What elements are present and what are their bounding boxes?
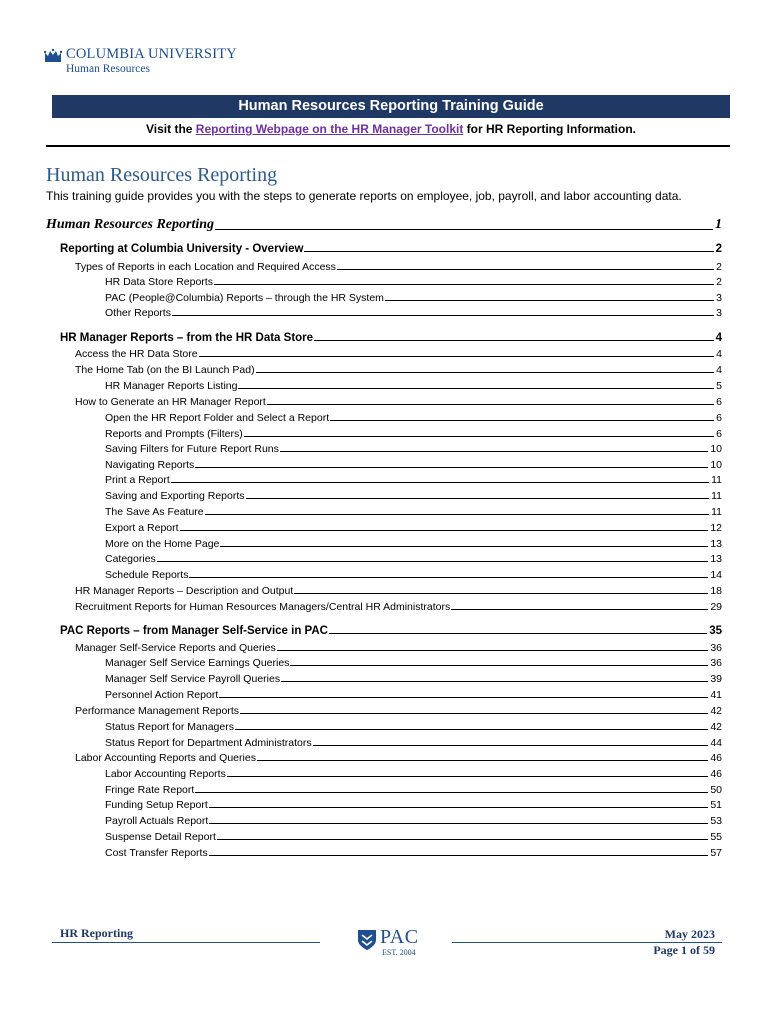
toc-entry-page: 46 [710,752,722,764]
toc-entry-page: 35 [709,625,722,637]
toc-leader-line [267,404,714,405]
toc-leader-line [257,760,708,761]
toc-leader-line [195,792,708,793]
toc-entry-title: The Save As Feature [105,506,204,518]
footer-right [600,926,715,958]
shield-icon [356,928,378,952]
toc-entry-page: 3 [716,307,722,319]
toc-entry[interactable] [105,506,722,518]
guide-title-banner: Human Resources Reporting Training Guide [52,95,730,118]
toc-entry[interactable] [105,522,722,534]
toc-leader-line [195,467,708,468]
toc-entry-page: 50 [710,784,722,796]
toc-entry-title: Reports and Prompts (Filters) [105,428,243,440]
crown-icon [44,48,62,62]
toc-entry-title: Suspense Detail Report [105,831,216,843]
toc-entry[interactable] [105,412,722,424]
toc-entry[interactable] [105,799,722,811]
toc-entry-title: Types of Reports in each Location and Required Access [75,261,336,273]
toc-entry-page: 13 [710,538,722,550]
toc-entry[interactable] [60,243,722,255]
toc-entry-title: Export a Report [105,522,179,534]
toc-leader-line [215,229,713,230]
toc-entry[interactable] [75,642,722,654]
toc-entry[interactable] [105,768,722,780]
toc-leader-line [281,681,708,682]
toc-entry-page: 13 [710,553,722,565]
toc-entry-title: Funding Setup Report [105,799,208,811]
toc-entry-page: 39 [710,673,722,685]
toc-leader-line [294,593,708,594]
toc-leader-line [227,776,708,777]
toc-entry-title: PAC Reports – from Manager Self-Service in PAC [60,625,328,637]
toc-entry[interactable] [105,428,722,440]
toc-leader-line [209,807,709,808]
toc-leader-line [385,300,714,301]
toc-entry[interactable] [105,474,722,486]
toc-entry-page: 6 [716,412,722,424]
toc-entry-page: 53 [710,815,722,827]
toc-entry-page: 4 [716,348,722,360]
toc-entry-page: 3 [716,292,722,304]
toc-leader-line [219,697,708,698]
toc-leader-line [313,745,709,746]
toc-leader-line [329,633,707,634]
toc-entry-page: 2 [716,276,722,288]
toc-leader-line [314,340,714,341]
toc-leader-line [240,713,708,714]
toc-entry-title: Navigating Reports [105,459,195,471]
toc-entry-page: 36 [710,657,722,669]
toc-entry-title: Fringe Rate Report [105,784,195,796]
toc-entry-title: Reporting at Columbia University - Overview [60,243,304,255]
toc-entry-title: Open the HR Report Folder and Select a Report [105,412,330,424]
toc-entry-title: Manager Self-Service Reports and Queries [75,642,276,654]
toc-entry-title: Manager Self Service Payroll Queries [105,673,281,685]
intro-paragraph: This training guide provides you with the steps to generate reports on employee, job, payroll, and labor accounting data. [46,189,682,203]
toc-entry[interactable] [105,276,722,288]
toc-entry-page: 44 [710,737,722,749]
toc-entry[interactable] [75,348,722,360]
toc-entry-page: 12 [710,522,722,534]
toc-leader-line [214,284,714,285]
toc-entry-page: 55 [710,831,722,843]
toc-entry-title: Manager Self Service Earnings Queries [105,657,290,669]
toc-entry-page: 14 [710,569,722,581]
pac-logo-word: PAC [380,926,419,948]
toc-entry-page: 2 [716,261,722,273]
toc-entry-page: 29 [710,601,722,613]
toc-entry[interactable] [75,601,722,613]
toc-entry-title: Payroll Actuals Report [105,815,209,827]
toc-entry-title: HR Data Store Reports [105,276,213,288]
toc-entry-title: Performance Management Reports [75,705,239,717]
toc-entry-page: 4 [715,332,722,344]
toc-entry[interactable] [105,459,722,471]
toc-entry-title: Schedule Reports [105,569,189,581]
toc-entry[interactable] [105,490,722,502]
footer-section-name: HR Reporting [60,926,133,940]
toc-entry[interactable] [105,538,722,550]
header-divider [46,145,730,147]
toc-entry-page: 36 [710,642,722,654]
visit-prefix: Visit the [145,122,196,136]
toc-entry[interactable] [105,831,722,843]
toc-entry[interactable] [105,553,722,565]
toc-leader-line [209,855,709,856]
toc-entry[interactable] [60,625,722,637]
toc-entry[interactable] [46,217,722,233]
toc-entry[interactable] [75,752,722,764]
toc-entry[interactable] [105,847,722,859]
toc-leader-line [330,420,714,421]
toc-entry-title: Saving Filters for Future Report Runs [105,443,279,455]
toc-entry-page: 41 [710,689,722,701]
toc-entry-page: 51 [710,799,722,811]
toc-entry[interactable] [105,443,722,455]
toc-leader-line [235,729,708,730]
toc-entry-page: 18 [710,585,722,597]
toc-entry[interactable] [105,721,722,733]
toc-entry-title: Recruitment Reports for Human Resources Managers/Central HR Administrators [75,601,451,613]
toc-entry-title: Status Report for Department Administrators [105,737,312,749]
toc-entry-title: Other Reports [105,307,171,319]
toc-entry-page: 6 [716,396,722,408]
toc-entry-page: 10 [710,443,722,455]
toc-entry-title: Saving and Exporting Reports [105,490,245,502]
visit-suffix: for HR Reporting Information. [463,122,636,136]
toc-entry[interactable] [75,364,722,376]
toc-entry-page: 42 [710,721,722,733]
toc-entry-title: How to Generate an HR Manager Report [75,396,266,408]
toc-entry[interactable] [105,689,722,701]
toolkit-link[interactable]: Reporting Webpage on the HR Manager Toolkit [195,122,464,136]
toc-entry-title: PAC (People@Columbia) Reports – through the HR System [105,292,384,304]
toc-leader-line [171,482,709,483]
toc-entry-title: HR Manager Reports – Description and Output [75,585,294,597]
toc-entry-title: Personnel Action Report [105,689,219,701]
toc-leader-line [209,823,708,824]
toc-entry-title: Labor Accounting Reports and Queries [75,752,256,764]
toc-leader-line [304,251,713,252]
toc-entry[interactable] [75,396,722,408]
toc-entry-title: Status Report for Managers [105,721,234,733]
toc-leader-line [290,665,708,666]
toc-entry[interactable] [60,332,722,344]
toc-leader-line [244,436,714,437]
toc-leader-line [220,546,708,547]
toc-entry-title: Access the HR Data Store [75,348,198,360]
toc-entry-title: The Home Tab (on the BI Launch Pad) [75,364,255,376]
toc-entry-page: 10 [710,459,722,471]
toc-leader-line [157,561,709,562]
page-heading: Human Resources Reporting [46,164,278,186]
toc-entry-title: More on the Home Page [105,538,220,550]
toc-entry[interactable] [105,815,722,827]
toc-leader-line [246,498,710,499]
toc-entry[interactable] [105,784,722,796]
toc-entry-page: 46 [710,768,722,780]
toc-leader-line [205,514,709,515]
toc-leader-line [199,356,715,357]
toc-entry[interactable] [105,569,722,581]
toc-entry-page: 11 [711,506,722,518]
toc-entry-title: HR Manager Reports – from the HR Data Store [60,332,314,344]
toc-leader-line [217,839,708,840]
toc-entry-page: 11 [711,474,722,486]
toc-entry[interactable] [75,585,722,597]
toc-entry[interactable] [105,657,722,669]
footer-page-number: Page 1 of 59 [653,943,715,957]
toc-entry-title: HR Manager Reports Listing [105,380,238,392]
toc-entry-page: 4 [716,364,722,376]
toc-entry-page: 1 [715,217,722,232]
toc-entry[interactable] [105,673,722,685]
footer-divider-left [52,942,320,943]
toc-entry-title: Labor Accounting Reports [105,768,226,780]
toc-entry[interactable] [75,261,722,273]
toc-leader-line [189,577,708,578]
toc-leader-line [256,372,715,373]
toc-leader-line [451,609,708,610]
toc-entry[interactable] [105,380,722,392]
toc-leader-line [238,388,714,389]
toc-leader-line [280,451,708,452]
toc-leader-line [180,530,709,531]
toc-entry-title: Print a Report [105,474,170,486]
pac-logo-est: EST. 2004 [382,948,416,957]
columbia-logo [44,45,244,81]
toc-entry-page: 6 [716,428,722,440]
toc-entry-page: 2 [715,243,722,255]
toc-leader-line [277,650,709,651]
toc-entry[interactable] [75,705,722,717]
toc-entry-title: Cost Transfer Reports [105,847,208,859]
toc-entry-title: Human Resources Reporting [46,217,215,232]
toc-entry[interactable] [105,292,722,304]
toc-entry-page: 5 [716,380,722,392]
toc-entry-title: Categories [105,553,156,565]
toc-entry[interactable] [105,307,722,319]
toc-entry-page: 42 [710,705,722,717]
toc-leader-line [172,315,714,316]
footer-date: May 2023 [664,927,715,941]
visit-line [52,122,730,136]
toc-entry-page: 57 [710,847,722,859]
university-name: COLUMBIA UNIVERSITY [66,46,237,62]
toc-entry-page: 11 [711,490,722,502]
toc-leader-line [337,269,714,270]
toc-entry[interactable] [105,737,722,749]
pac-logo [356,926,420,960]
department-name: Human Resources [66,63,150,75]
